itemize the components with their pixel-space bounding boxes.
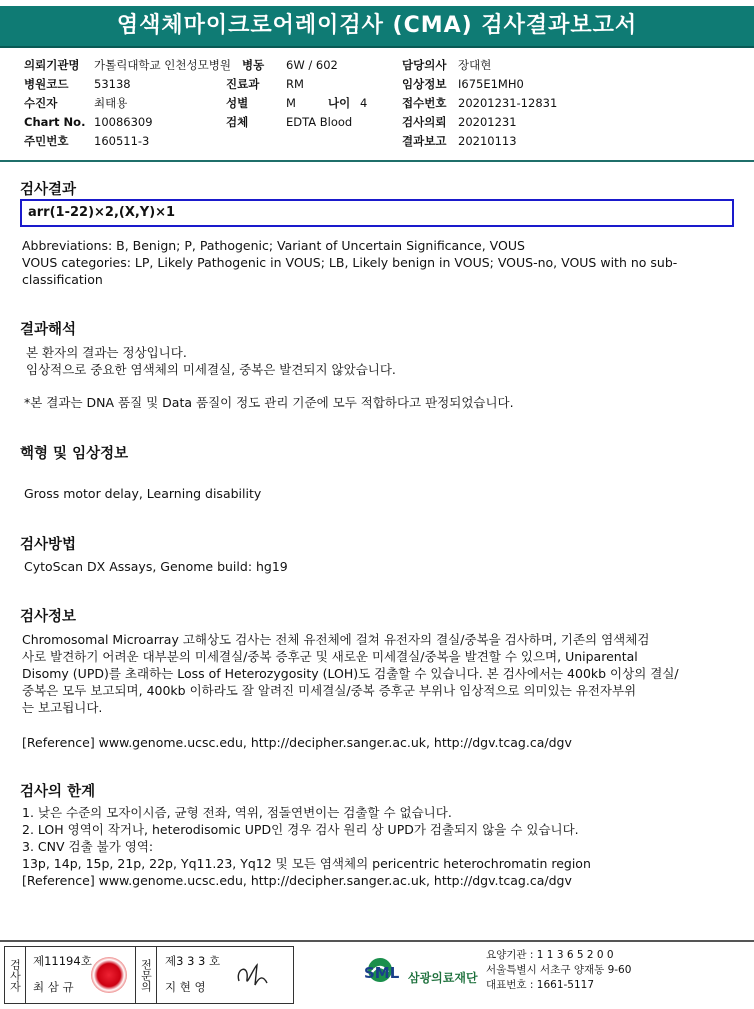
hospital-code-label: 병원코드 — [24, 77, 69, 91]
interpretation-line-2: 임상적으로 중요한 염색체의 미세결실, 중복은 발견되지 않았습니다. — [26, 362, 396, 377]
doctor-value: 장대현 — [458, 58, 492, 72]
test-info-heading: 검사정보 — [20, 609, 77, 625]
ward-label: 병동 — [242, 58, 265, 72]
limits-reference: [Reference] www.genome.ucsc.edu, http://decipher.sanger.ac.uk, http://dgv.tcag.ca/dgv — [22, 873, 572, 888]
result-heading: 검사결과 — [20, 182, 77, 198]
department-value: RM — [286, 77, 304, 91]
signature-box — [4, 946, 294, 1004]
clinical-heading: 핵형 및 임상정보 — [20, 446, 129, 462]
clinical-info-value: I675E1MH0 — [458, 77, 524, 91]
tester-vertical-label: 검사자 — [5, 947, 26, 1003]
department-label: 진료과 — [226, 77, 260, 91]
header-divider — [0, 160, 754, 162]
test-info-line: Chromosomal Microarray 고해상도 검사는 전체 유전체에 걸쳐 유전자의 결실/중복을 검사하며, 기존의 염색체검 — [22, 632, 650, 647]
specialist-vertical-label: 전문의 — [135, 947, 157, 1003]
chart-no-label: Chart No. — [24, 115, 86, 129]
test-info-line: 중복은 모두 보고되며, 400kb 이하라도 잘 알려진 미세결실/중복 증후군 부위나 임상적으로 의미있는 유전자부위 — [22, 683, 637, 698]
official-seal-stamp — [91, 957, 127, 993]
address: 서울특별시 서초구 양재동 9-60 — [486, 964, 632, 976]
limits-line: 13p, 14p, 15p, 21p, 22p, Yq11.23, Yq12 및 모든 염색체의 pericentric heterochromatin region — [22, 856, 591, 871]
report-footer — [0, 940, 754, 1009]
limits-line: 2. LOH 영역이 작거나, heterodisomic UPD인 경우 검사 원리 상 UPD가 검출되지 않을 수 있습니다. — [22, 822, 579, 837]
sml-logo-text: SML — [364, 964, 400, 982]
age-value: 4 — [360, 96, 368, 110]
test-info-line: Disomy (UPD)를 초래하는 Loss of Heterozygosity (LOH)도 검출할 수 있습니다. 본 검사에서는 400kb 이상의 결실/ — [22, 666, 679, 681]
foundation-name: 삼광의료재단 — [408, 971, 478, 985]
result-value-box: arr(1-22)×2,(X,Y)×1 — [20, 199, 734, 227]
test-info-reference: [Reference] www.genome.ucsc.edu, http://decipher.sanger.ac.uk, http://dgv.tcag.ca/dgv — [22, 735, 572, 750]
phone: 대표번호 : 1661-5117 — [486, 979, 595, 991]
chart-no-value: 10086309 — [94, 115, 153, 129]
quality-note: *본 결과는 DNA 품질 및 Data 품질이 정도 관리 기준에 모두 적합하다고 판정되었습니다. — [24, 395, 514, 410]
report-date-label: 결과보고 — [402, 134, 447, 148]
limits-line: 3. CNV 검출 불가 영역: — [22, 839, 154, 854]
resident-no-value: 160511-3 — [94, 134, 150, 148]
sex-label: 성별 — [226, 96, 249, 110]
limits-heading: 검사의 한계 — [20, 784, 96, 800]
doctor-label: 담당의사 — [402, 58, 447, 72]
institution-value: 가톨릭대학교 인천성모병원 — [94, 58, 231, 72]
clinical-info-label: 임상정보 — [402, 77, 447, 91]
method-text: CytoScan DX Assays, Genome build: hg19 — [24, 559, 288, 574]
tester-name: 최 삼 규 — [33, 980, 74, 994]
test-info-line: 는 보고됩니다. — [22, 700, 103, 715]
specimen-label: 검체 — [226, 115, 249, 129]
specimen-value: EDTA Blood — [286, 115, 353, 129]
specialist-license-no: 제3 3 3 호 — [165, 954, 221, 968]
institution-label: 의뢰기관명 — [24, 58, 80, 72]
interpretation-heading: 결과해석 — [20, 322, 77, 338]
request-date-value: 20201231 — [458, 115, 517, 129]
patient-value: 최태용 — [94, 96, 128, 110]
agency-no: 요양기관 : 1 1 3 6 5 2 0 0 — [486, 949, 614, 961]
vous-categories-cont: classification — [22, 272, 103, 287]
patient-label: 수진자 — [24, 96, 58, 110]
specialist-name: 지 현 영 — [165, 980, 206, 994]
sex-value: M — [286, 96, 296, 110]
report-date-value: 20210113 — [458, 134, 517, 148]
test-info-line: 사로 발견하기 어려운 대부분의 미세결실/중복 증후군 및 새로운 미세결실/중복을 발견할 수 있으며, Uniparental — [22, 649, 638, 664]
clinical-text: Gross motor delay, Learning disability — [24, 486, 262, 501]
report-title: 염색체마이크로어레이검사 (CMA) 검사결과보고서 — [0, 6, 754, 48]
hospital-code-value: 53138 — [94, 77, 131, 91]
limits-line: 1. 낮은 수준의 모자이시즘, 균형 전좌, 역위, 점돌연변이는 검출할 수 없습니다. — [22, 805, 452, 820]
method-heading: 검사방법 — [20, 537, 77, 553]
age-label: 나이 — [328, 96, 351, 110]
receipt-no-label: 접수번호 — [402, 96, 447, 110]
resident-no-label: 주민번호 — [24, 134, 69, 148]
request-date-label: 검사의뢰 — [402, 115, 447, 129]
abbreviations-line: Abbreviations: B, Benign; P, Pathogenic; Variant of Uncertain Significance, VOUS — [22, 238, 525, 253]
tester-license-no: 제11194호 — [33, 954, 92, 968]
vous-categories-line: VOUS categories: LP, Likely Pathogenic in VOUS; LB, Likely benign in VOUS; VOUS-no, VOUS with no sub- — [22, 255, 678, 270]
receipt-no-value: 20201231-12831 — [458, 96, 558, 110]
interpretation-line-1: 본 환자의 결과는 정상입니다. — [26, 345, 187, 360]
ward-value: 6W / 602 — [286, 58, 338, 72]
signature-scribble — [233, 959, 273, 991]
